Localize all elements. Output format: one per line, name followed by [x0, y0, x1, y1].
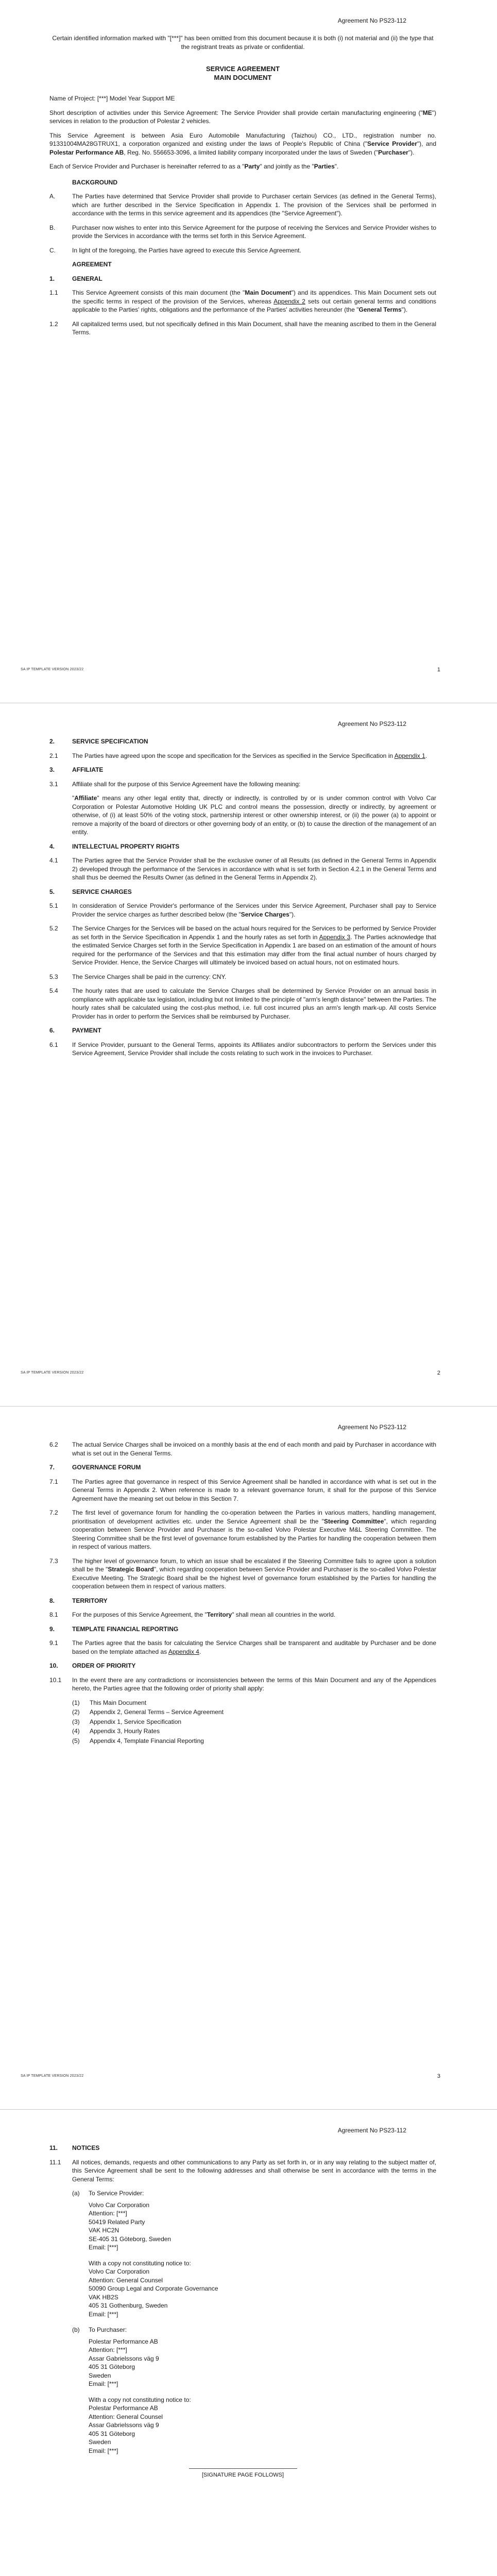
- short-description: Short description of activities under this Service Agreement: The Service Provider shall provide certain manufacturing engineering ("ME") services in relation to the production of Polestar 2 vehicles.: [49, 109, 436, 125]
- agreement-number: Agreement No PS23-112: [337, 2127, 406, 2134]
- notice-service-provider-label: (a) To Service Provider:: [72, 2190, 144, 2197]
- priority-item-2: (2) Appendix 2, General Terms – Service Agreement: [72, 1708, 224, 1716]
- section-2-heading: 2. SERVICE SPECIFICATION: [49, 738, 148, 745]
- section-1-heading: 1. GENERAL: [49, 275, 102, 282]
- footer-template: SA IP TEMPLATE VERSION 2023/22: [21, 1370, 84, 1375]
- title-line-2: MAIN DOCUMENT: [214, 74, 272, 81]
- section-8-heading: 8. TERRITORY: [49, 1597, 108, 1604]
- agreement-number: Agreement No PS23-112: [337, 720, 406, 727]
- notice-purchaser-label: (b) To Purchaser:: [72, 2326, 127, 2333]
- clause-10-1: 10.1 In the event there are any contradictions or inconsistencies between the terms of this Main Document and any of the Appendices hereto, the Parties agree that the following order of priority shall apply:: [49, 1676, 436, 1692]
- clause-7-2: 7.2 The first level of governance forum for handling the co-operation between the Parties in various matters, handling management, prioritisation of development activities etc. under the Service Agreement shall be the "Steering Committee", which regarding cooperation between Service Provider and Purchaser is the so-called Volvo Polestar Executive M&L Steering Committee. The Steering Committee shall be the first level of governance forum established by the Parties for handling the cooperation between them in respect of various matters.: [49, 1509, 436, 1550]
- clause-2-1: 2.1 The Parties have agreed upon the scope and specification for the Services as specified in the Service Specification in Appendix 1.: [49, 752, 427, 759]
- service-provider-address: Volvo Car Corporation Attention: [***] 50419 Related Party VAK HC2N SE-405 31 Göteborg, Sweden Email: [***] With a copy not constituting notice to: Volvo Car Corporation Attention: General Counsel 50090 Group Legal and Corporate Governance VAK HB2S 405 31 Gothenburg, Sweden Email: [***]: [89, 2201, 218, 2318]
- footer-template: SA IP TEMPLATE VERSION 2023/22: [21, 2074, 84, 2078]
- clause-3-1: 3.1 Affiliate shall for the purpose of this Service Agreement have the following meaning:: [49, 780, 301, 788]
- page-4: [0, 2110, 497, 2576]
- clause-1-2: 1.2 All capitalized terms used, but not specifically defined in this Main Document, shall have the meaning ascribed to them in the General Terms.: [49, 320, 436, 336]
- footer-template: SA IP TEMPLATE VERSION 2023/22: [21, 667, 84, 671]
- clause-5-3: 5.3 The Service Charges shall be paid in the currency: CNY.: [49, 973, 227, 980]
- signature-page-note: [SIGNATURE PAGE FOLLOWS]: [189, 2468, 297, 2480]
- section-9-heading: 9. TEMPLATE FINANCIAL REPORTING: [49, 1625, 179, 1633]
- clause-7-1: 7.1 The Parties agree that governance in respect of this Service Agreement shall be handled in accordance with what is set out in the General Terms in Appendix 2. When reference is made to a relevant governance forum, it shall for the purpose of this Service Agreement have the meaning set out below in this Section 7.: [49, 1478, 436, 1502]
- priority-item-1: (1) This Main Document: [72, 1699, 147, 1706]
- clause-4-1: 4.1 The Parties agree that the Service Provider shall be the exclusive owner of all Results (as defined in the General Terms in Appendix 2) developed through the performance of the Services in accordance with what is set forth in Section 4.2.1 in the General Terms and shall thus be deemed the Results Owner (as defined in the General Terms in Appendix 2).: [49, 857, 436, 881]
- party-definition: Each of Service Provider and Purchaser is hereinafter referred to as a "Party" and jointly as the "Parties".: [49, 163, 339, 170]
- page-content: [49, 737, 436, 1063]
- page-1: [0, 0, 497, 703]
- background-item-a: A. The Parties have determined that Service Provider shall provide to Purchaser certain Services (as defined in the General Terms), which are further described in the Service Specification in Appendix 1. The provision of the Services shall be performed in accordance with the terms in this service agreement and its appendices (the "Service Agreement").: [49, 193, 436, 217]
- page-content: [49, 1440, 436, 1746]
- clause-8-1: 8.1 For the purposes of this Service Agreement, the "Territory" shall mean all countries in the world.: [49, 1611, 336, 1618]
- clause-5-2: 5.2 The Service Charges for the Services will be based on the actual hours required for the Services to be performed by Service Provider as set forth in the Service Specification in Appendix 1 and the hourly rates as set forth in Appendix 3. The Parties acknowledge that the estimated Service Charges set forth in the Service Specification in Appendix 1 are based on an estimation of the amount of hours required for the performance of the Services and that this estimation may differ from the final actual number of hours charged by Service Provider. Hence, the Service Charges will ultimately be invoiced based on actual hours, not on estimated hours.: [49, 925, 437, 966]
- section-11-heading: 11. NOTICES: [49, 2144, 100, 2151]
- page-content: [49, 34, 436, 343]
- title-line-1: SERVICE AGREEMENT: [205, 65, 280, 73]
- page-2: [0, 703, 497, 1406]
- page-content: [49, 2144, 436, 2480]
- page-number: 3: [437, 2073, 440, 2079]
- clause-11-1: 11.1 All notices, demands, requests and other communications to any Party as set forth in, or in any way relating to the subject matter of, this Service Agreement shall be sent to the following addresses and shall otherwise be sent in accordance with the terms in the General Terms:: [49, 2158, 436, 2183]
- section-3-heading: 3. AFFILIATE: [49, 766, 104, 773]
- priority-item-5: (5) Appendix 4, Template Financial Reporting: [72, 1737, 204, 1744]
- clause-1-1: 1.1 This Service Agreement consists of this main document (the "Main Document") and its appendices. This Main Document sets out the specific terms in respect of the provision of the Services, whereas Appendix 2 sets out certain general terms and conditions applicable to the Parties' rights, obligations and the performance of the Parties' activities hereunder (the "General Terms").: [49, 289, 437, 313]
- affiliate-definition: "Affiliate" means any other legal entity that, directly or indirectly, is controlled by or is under common control with Volvo Car Corporation or Polestar Automotive Holding UK PLC and control means the possession, directly or indirectly, by agreement or otherwise, of (i) at least 50% of the voting stock, partnership interest or other ownership interest, or (ii) the power (a) to appoint or remove a majority of the board of directors or other governing body of an entity, or (b) to cause the direction of the management of an entity.: [72, 794, 436, 836]
- section-10-heading: 10. ORDER OF PRIORITY: [49, 1662, 136, 1669]
- priority-item-4: (4) Appendix 3, Hourly Rates: [72, 1727, 160, 1735]
- document-title: [49, 64, 436, 82]
- section-5-heading: 5. SERVICE CHARGES: [49, 888, 132, 895]
- confidentiality-notice: Certain identified information marked with "[***]" has been omitted from this document because it is both (i) not material and (ii) the type that the registrant treats as private or confidential.: [52, 35, 434, 50]
- page-3: [0, 1406, 497, 2110]
- clause-6-2: 6.2 The actual Service Charges shall be invoiced on a monthly basis at the end of each month and paid by Purchaser in accordance with what is set out in the General Terms.: [49, 1441, 436, 1457]
- section-4-heading: 4. INTELLECTUAL PROPERTY RIGHTS: [49, 842, 180, 850]
- priority-item-3: (3) Appendix 1, Service Specification: [72, 1718, 182, 1725]
- section-7-heading: 7. GOVERNANCE FORUM: [49, 1464, 141, 1471]
- clause-5-4: 5.4 The hourly rates that are used to calculate the Service Charges shall be determined by Service Provider on an annual basis in compliance with applicable tax legislation, including but not limited to the principle of "arm's length distance" between the Parties. The hourly rates shall be calculated using the cost-plus method, i.e. full cost incurred plus an arm's length mark-up. All costs Service Provider has in order to perform the Services shall be reimbursed by Purchaser.: [49, 987, 436, 1020]
- parties-paragraph: This Service Agreement is between Asia Euro Automobile Manufacturing (Taizhou) CO., LTD., registration number no. 91331004MA28GTRUX1, a corporation organized and existing under the laws of People's Republic of China ("Service Provider"), and Polestar Performance AB, Reg. No. 556653-3096, a limited liability company incorporated under the laws of Sweden ("Purchaser").: [49, 131, 436, 156]
- agreement-heading: AGREEMENT: [72, 261, 112, 268]
- section-6-heading: 6. PAYMENT: [49, 1027, 101, 1034]
- clause-9-1: 9.1 The Parties agree that the basis for calculating the Service Charges shall be transparent and auditable by Purchaser and be done based on the template attached as Appendix 4.: [49, 1639, 436, 1655]
- background-item-b: B. Purchaser now wishes to enter into this Service Agreement for the purpose of receiving the Services and Service Provider wishes to provide the Services in accordance with the terms set forth in this Service Agreement.: [49, 224, 436, 240]
- purchaser-address: Polestar Performance AB Attention: [***] Assar Gabrielssons väg 9 405 31 Göteborg Sweden Email: [***] With a copy not constituting notice to: Polestar Performance AB Attention: General Counsel Assar Gabrielssons väg 9 405 31 Göteborg Sweden Email: [***]: [89, 2337, 191, 2454]
- background-item-c: C. In light of the foregoing, the Parties have agreed to execute this Service Agreement.: [49, 246, 301, 254]
- clause-6-1: 6.1 If Service Provider, pursuant to the General Terms, appoints its Affiliates and/or subcontractors to perform the Services under this Service Agreement, Service Provider shall include the costs relating to such work in the invoices to Purchaser.: [49, 1041, 436, 1057]
- agreement-number: Agreement No PS23-112: [337, 1423, 406, 1431]
- clause-5-1: 5.1 In consideration of Service Provider's performance of the Services under this Service Agreement, Purchaser shall pay to Service Provider the service charges as further described below (the "Service Charges").: [49, 902, 436, 918]
- page-number: 2: [437, 1369, 440, 1376]
- page-number: 1: [437, 666, 440, 673]
- agreement-number: Agreement No PS23-112: [337, 17, 406, 24]
- background-heading: BACKGROUND: [72, 178, 117, 186]
- project-name: Name of Project: [***] Model Year Support ME: [49, 95, 175, 102]
- clause-7-3: 7.3 The higher level of governance forum, to which an issue shall be escalated if the Steering Committee fails to agree upon a solution shall be the "Strategic Board", which regarding cooperation between Service Provider and Purchaser is the so-called Volvo Polestar Executive Meeting. The Strategic Board shall be the highest level of governance forum established by the Parties for handling the cooperation between them in respect of various matters.: [49, 1557, 436, 1590]
